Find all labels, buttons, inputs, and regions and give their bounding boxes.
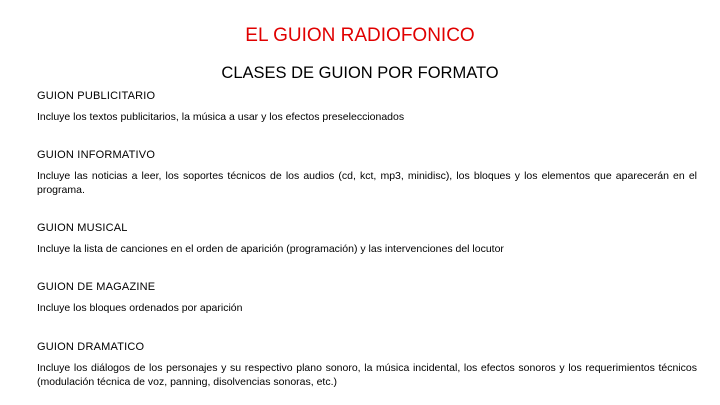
section-heading: GUION MUSICAL	[37, 222, 128, 234]
section-guion-de-magazine	[37, 280, 697, 315]
section-heading: GUION DE MAGAZINE	[37, 281, 156, 293]
section-description: Incluye los diálogos de los personajes y su respectivo plano sonoro, la música incidental, los efectos sonoros y los requerimientos técnicos (modulación técnica de voz, panning, disolvencias sonoras, etc.)	[37, 362, 697, 388]
section-heading: GUION PUBLICITARIO	[37, 90, 156, 102]
section-guion-informativo	[37, 148, 697, 197]
section-description: Incluye la lista de canciones en el orden de aparición (programación) y las intervenciones del locutor	[37, 243, 504, 255]
section-heading: GUION DRAMATICO	[37, 341, 145, 353]
section-description: Incluye los bloques ordenados por aparición	[37, 302, 243, 314]
section-description: Incluye los textos publicitarios, la música a usar y los efectos preseleccionados	[37, 111, 405, 123]
slide-subtitle: CLASES DE GUION POR FORMATO	[221, 64, 499, 82]
section-guion-publicitario	[37, 89, 697, 124]
section-guion-musical	[37, 221, 697, 256]
slide-title: EL GUION RADIOFONICO	[245, 25, 475, 46]
section-heading: GUION INFORMATIVO	[37, 149, 156, 161]
section-description: Incluye las noticias a leer, los soportes técnicos de los audios (cd, kct, mp3, minidisc), los bloques y los elementos que aparecerán en el programa.	[37, 170, 697, 196]
section-guion-dramatico	[37, 340, 697, 389]
